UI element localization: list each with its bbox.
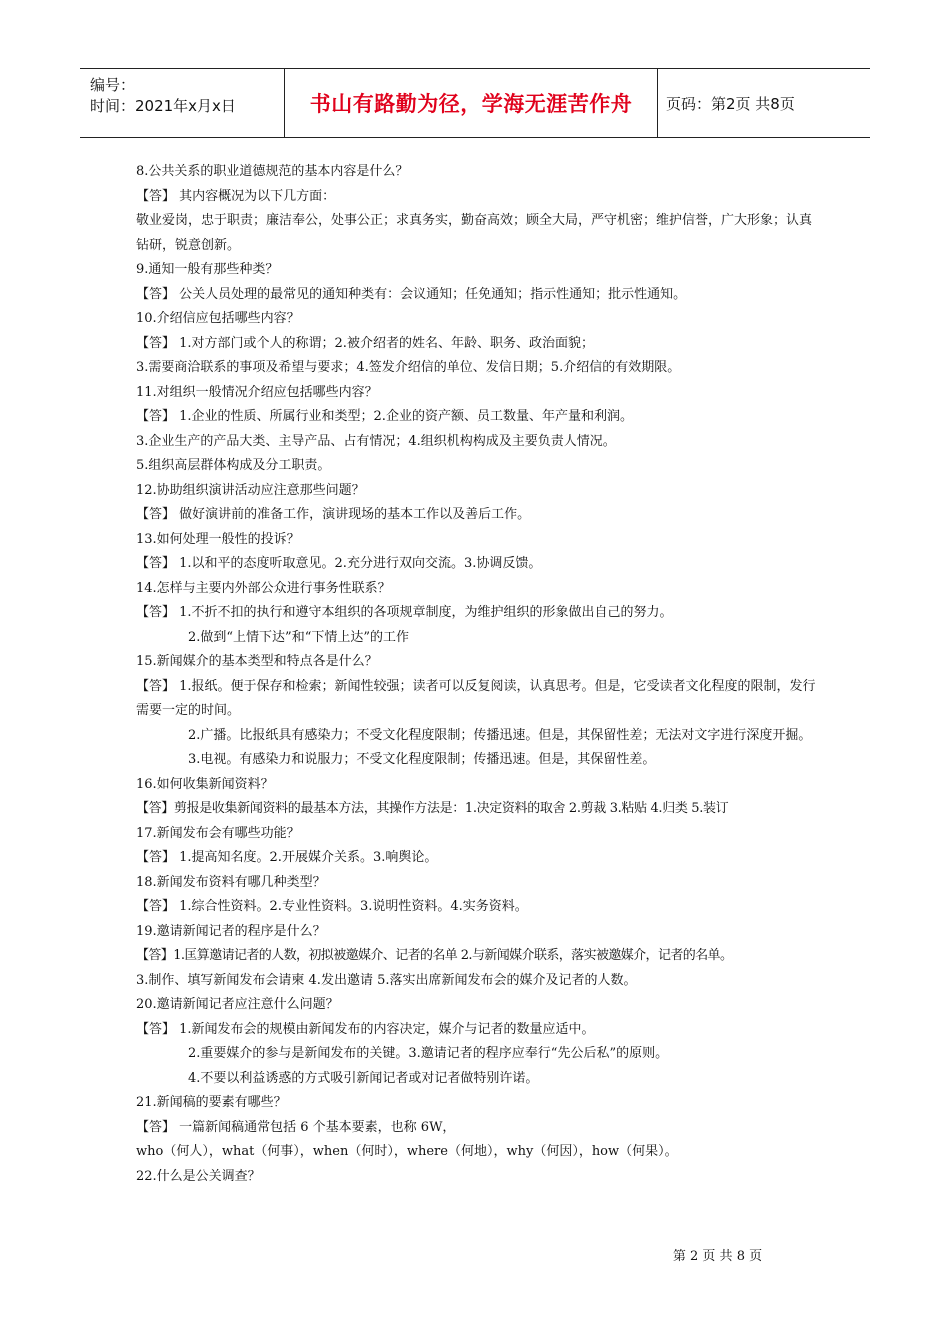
answer-line: 【答】 1.综合性资料。2.专业性资料。3.说明性资料。4.实务资料。 [136,899,528,914]
answer-line: 【答】 1.不折不扣的执行和遵守本组织的各项规章制度，为维护组织的形象做出自己的努力。 [136,605,673,620]
answer-line: 4.不要以利益诱惑的方式吸引新闻记者或对记者做特别许诺。 [188,1070,539,1086]
answer-line: 3.企业生产的产品大类、主导产品、占有情况；4.组织机构构成及主要负责人情况。 [136,433,616,449]
answer-line: 【答】 一篇新闻稿通常包括 6 个基本要素，也称 6W， [136,1119,456,1135]
answer-line: 2.做到“上情下达”和“下情上达”的工作 [188,629,409,645]
answer-line: 2.重要媒介的参与是新闻发布的关键。3.邀请记者的程序应奉行“先公后私”的原则。 [188,1046,669,1061]
answer-line: 3.制作、填写新闻发布会请柬 4.发出邀请 5.落实出席新闻发布会的媒介及记者的人数。 [136,972,637,988]
answer-line: 【答】剪报是收集新闻资料的最基本方法，其操作方法是：1.决定资料的取舍 2.剪裁 3.粘贴 4.归类 5.装订 [136,801,729,816]
question-20: 20.邀请新闻记者应注意什么问题？ [136,997,339,1012]
answer-line: 【答】 其内容概况为以下几方面： [136,188,336,204]
document-header [80,68,870,138]
question-9: 9.通知一般有那些种类？ [136,262,279,277]
answer-paragraph: 敬业爱岗，忠于职责；廉洁奉公，处事公正；求真务实，勤奋高效；顾全大局，严守机密；维护信誉，广大形象；认真钻研，锐意创新。 [136,213,813,253]
question-10: 10.介绍信应包括哪些内容？ [136,311,300,326]
document-time-label: 时间：2021年x月x日 [90,97,236,115]
document-number-label: 编号： [90,76,136,94]
header-motto: 书山有路勤为径，学海无涯苦作舟 [284,69,658,137]
question-8: 8.公共关系的职业道德规范的基本内容是什么？ [136,164,409,179]
header-page-label: 页码：第2页 共8页 [666,94,795,113]
question-14: 14.怎样与主要内外部公众进行事务性联系？ [136,580,391,596]
question-22: 22.什么是公关调查？ [136,1168,261,1184]
answer-line: who（何人），what（何事），when（何时），where（何地），why（何因），how（何果）。 [136,1144,678,1159]
question-15: 15.新闻媒介的基本类型和特点各是什么？ [136,654,378,669]
answer-line: 【答】 1.企业的性质、所属行业和类型；2.企业的资产额、员工数量、年产量和利润。 [136,409,633,424]
question-21: 21.新闻稿的要素有哪些？ [136,1095,287,1110]
answer-line: 【答】 1.新闻发布会的规模由新闻发布的内容决定，媒介与记者的数量应适中。 [136,1021,595,1037]
answer-line: 3.需要商洽联系的事项及希望与要求；4.签发介绍信的单位、发信日期；5.介绍信的有效期限。 [136,360,681,375]
document-body [136,160,824,1189]
answer-paragraph: 2.广播。比报纸具有感染力；不受文化程度限制；传播迅速。但是，其保留性差；无法对文字进行深度开掘。 [188,727,812,743]
answer-line: 【答】1.匡算邀请记者的人数，初拟被邀媒介、记者的名单 2.与新闻媒介联系，落实被邀媒介，记者的名单。 [136,948,733,963]
answer-line: 3.电视。有感染力和说服力；不受文化程度限制；传播迅速。但是，其保留性差。 [188,752,656,767]
question-18: 18.新闻发布资料有哪几种类型？ [136,874,326,890]
answer-line: 5.组织高层群体构成及分工职责。 [136,458,331,473]
answer-line: 【答】 1.以和平的态度听取意见。2.充分进行双向交流。3.协调反馈。 [136,556,542,571]
question-12: 12.协助组织演讲活动应注意那些问题？ [136,482,365,498]
question-19: 19.邀请新闻记者的程序是什么？ [136,923,326,939]
answer-line: 【答】 1.提高知名度。2.开展媒介关系。3.响舆论。 [136,850,438,865]
page-footer [0,1245,950,1264]
header-meta [80,69,284,137]
question-11: 11.对组织一般情况介绍应包括哪些内容？ [136,384,378,400]
question-16: 16.如何收集新闻资料？ [136,776,274,792]
answer-paragraph: 【答】 1.报纸。便于保存和检索；新闻性较强；读者可以反复阅读，认真思考。但是，它受读者文化程度的限制，发行需要一定的时间。 [136,678,816,718]
question-13: 13.如何处理一般性的投诉？ [136,531,300,547]
answer-line: 【答】 做好演讲前的准备工作，演讲现场的基本工作以及善后工作。 [136,507,531,522]
question-17: 17.新闻发布会有哪些功能？ [136,825,300,841]
answer-line: 【答】 公关人员处理的最常见的通知种类有：会议通知；任免通知；指示性通知；批示性通知。 [136,286,687,302]
footer-page-number: 第 2 页 共 8 页 [672,1249,763,1264]
answer-line: 【答】 1.对方部门或个人的称谓；2.被介绍者的姓名、年龄、职务、政治面貌； [136,335,594,351]
